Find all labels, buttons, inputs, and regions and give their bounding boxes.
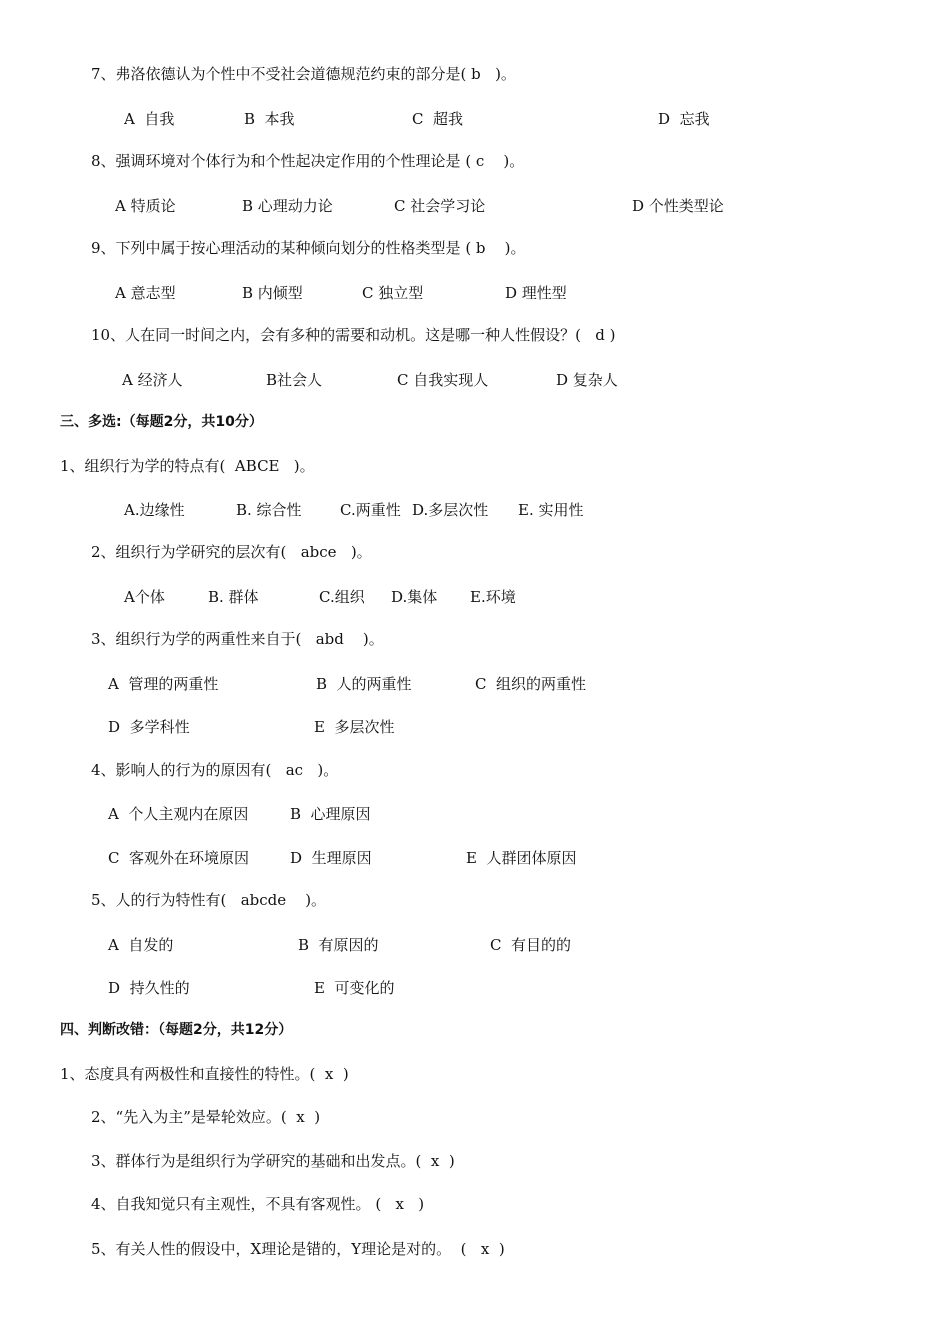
m4-option-e: E 人群团体原因: [466, 849, 577, 867]
q8-option-a: A 特质论: [115, 197, 176, 215]
multi-question-5: 5、人的行为特性有( abcde )。: [91, 891, 327, 909]
multi-question-3: 3、组织行为学的两重性来自于( abd )。: [91, 630, 384, 648]
question-9: 9、下列中属于按心理活动的某种倾向划分的性格类型是 ( b )。: [91, 239, 526, 257]
q7-option-b: B 本我: [244, 110, 295, 128]
q7-option-a: A 自我: [124, 110, 175, 128]
question-10: 10、人在同一时间之内，会有多种的需要和动机。这是哪一种人性假设？( d ): [91, 326, 616, 344]
q10-option-a: A 经济人: [122, 371, 183, 389]
q8-option-d: D 个性类型论: [632, 197, 724, 215]
multi-question-1: 1、组织行为学的特点有( ABCE )。: [60, 457, 315, 475]
m5-option-e: E 可变化的: [314, 979, 395, 997]
question-8: 8、强调环境对个体行为和个性起决定作用的个性理论是 ( c )。: [91, 152, 525, 170]
m3-option-b: B 人的两重性: [316, 675, 412, 693]
m2-option-a: A个体: [124, 588, 165, 606]
judge-question-4: 4、自我知觉只有主观性，不具有客观性。 ( x ): [91, 1195, 425, 1213]
m4-option-b: B 心理原因: [290, 805, 371, 823]
m2-option-b: B. 群体: [208, 588, 259, 606]
m1-option-c: C.两重性: [340, 501, 401, 519]
judge-question-3: 3、群体行为是组织行为学研究的基础和出发点。( x ): [91, 1152, 455, 1170]
m4-option-d: D 生理原因: [290, 849, 372, 867]
q10-option-b: B社会人: [266, 371, 323, 389]
judge-question-1: 1、态度具有两极性和直接性的特性。( x ): [60, 1065, 349, 1083]
multi-question-2: 2、组织行为学研究的层次有( abce )。: [91, 543, 372, 561]
q9-option-d: D 理性型: [505, 284, 567, 302]
judge-question-2: 2、“先入为主”是晕轮效应。( x ): [91, 1108, 321, 1126]
section-3-title: 三、多选:（每题2分，共10分）: [60, 414, 263, 430]
q10-option-c: C 自我实现人: [397, 371, 489, 389]
q7-option-c: C 超我: [412, 110, 464, 128]
m5-option-d: D 持久性的: [108, 979, 190, 997]
m1-option-d: D.多层次性: [412, 501, 489, 519]
m2-option-c: C.组织: [319, 588, 365, 606]
m4-option-c: C 客观外在环境原因: [108, 849, 250, 867]
q9-option-a: A 意志型: [115, 284, 176, 302]
q9-option-c: C 独立型: [362, 284, 424, 302]
multi-question-4: 4、影响人的行为的原因有( ac )。: [91, 761, 339, 779]
m3-option-c: C 组织的两重性: [475, 675, 587, 693]
m4-option-a: A 个人主观内在原因: [108, 805, 249, 823]
q10-option-d: D 复杂人: [556, 371, 618, 389]
q9-option-b: B 内倾型: [242, 284, 303, 302]
m5-option-b: B 有原因的: [298, 936, 379, 954]
m2-option-e: E.环境: [470, 588, 516, 606]
m1-option-e: E. 实用性: [518, 501, 584, 519]
m5-option-c: C 有目的的: [490, 936, 572, 954]
question-7: 7、弗洛依德认为个性中不受社会道德规范约束的部分是( b )。: [91, 65, 516, 83]
q8-option-c: C 社会学习论: [394, 197, 486, 215]
judge-question-5: 5、有关人性的假设中，X理论是错的，Y理论是对的。 ( x ): [91, 1240, 505, 1258]
m1-option-b: B. 综合性: [236, 501, 302, 519]
q8-option-b: B 心理动力论: [242, 197, 333, 215]
m1-option-a: A.边缘性: [124, 501, 185, 519]
m2-option-d: D.集体: [391, 588, 438, 606]
m3-option-a: A 管理的两重性: [108, 675, 219, 693]
section-4-title: 四、判断改错：（每题2分，共12分）: [60, 1022, 293, 1038]
q7-option-d: D 忘我: [658, 110, 710, 128]
m5-option-a: A 自发的: [108, 936, 174, 954]
m3-option-d: D 多学科性: [108, 718, 190, 736]
m3-option-e: E 多层次性: [314, 718, 395, 736]
